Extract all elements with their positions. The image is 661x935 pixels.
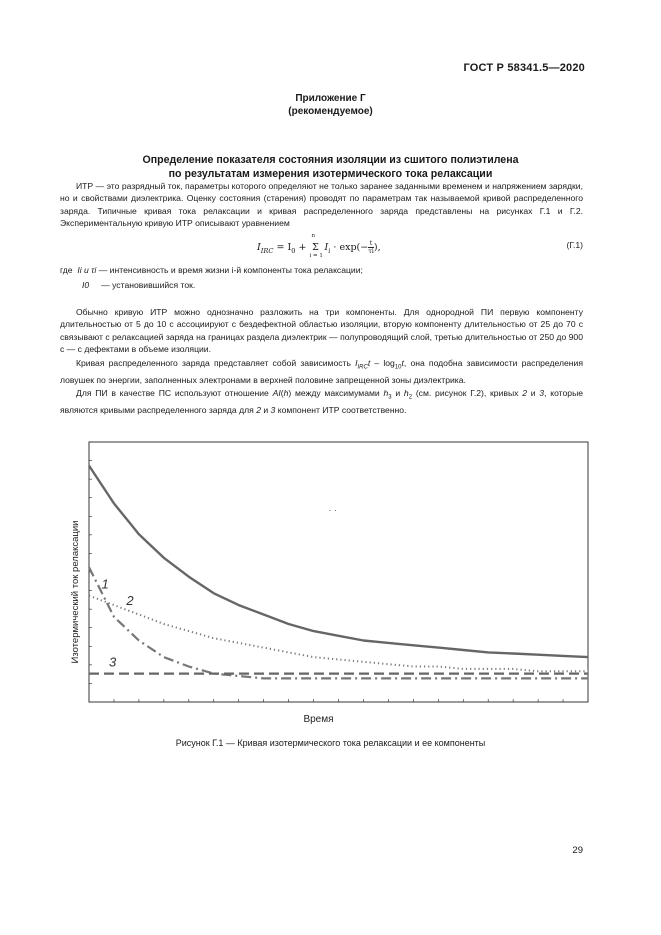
stray-mark: · ·: [328, 504, 338, 515]
p4-part-c: (см. рисунок Г.2), кривых: [412, 388, 523, 399]
page-number: 29: [572, 845, 583, 856]
p4-part-d: , которые являются кривыми распределенного заряда для: [60, 388, 584, 416]
series-line-1: [89, 567, 588, 678]
p4-part-b: между максимумами: [291, 388, 384, 399]
sum-upper: n: [311, 233, 316, 239]
y-axis-label: Изотермический ток релаксации: [70, 520, 81, 664]
definition-var-2: I0: [82, 280, 90, 291]
relaxation-chart: [60, 412, 600, 742]
formula-fraction: [368, 240, 374, 255]
sum-lower: i = 1: [309, 253, 323, 259]
definition-vars-1: Ii и τi: [77, 265, 97, 275]
fraction-numerator: t: [369, 239, 373, 247]
sum-symbol: Σ: [312, 242, 319, 253]
appendix-subtitle: (рекомендуемое): [288, 106, 373, 117]
series-line-2: [89, 596, 588, 672]
definition-text-2: — установившийся ток.: [98, 280, 196, 291]
standard-header: ГОСТ Р 58341.5—2020: [463, 62, 585, 74]
section-title-line2: по результатам измерения изотермического тока релаксации: [168, 168, 493, 180]
formula-lhs-sub: IRC: [260, 246, 274, 255]
paragraph-3: Кривая распределенного заряда представляет собой зависимость $I_{IRC}t - \log_{10}t$, она подобна зависимости распределения ловушек по энергии, заполненных электронами в верхней половине запрещенной зоны диэлектрика.: [60, 357, 583, 385]
formula-exp: · exp: [330, 242, 357, 253]
sum-operator: [309, 233, 323, 259]
section-title: [0, 153, 661, 181]
p4-part-a: Для ПИ в качестве ПС используют отношение: [76, 388, 273, 399]
definition-row-2: [60, 279, 583, 291]
paragraph-4: Для ПИ в качестве ПС используют отношение AI(h) между максимумами $h_3$ и $h_2$ (см. рисунок Г.2), кривых 2 и 3, которые являются кривыми распределенного заряда для 2 и 3 компонент ИТР соответственно.: [60, 388, 584, 416]
fraction-denominator: τi: [368, 247, 374, 255]
appendix-heading: [0, 92, 661, 118]
definition-row-1: [60, 264, 583, 276]
chart-series: [89, 466, 588, 679]
curve-label-1: 1: [101, 576, 109, 592]
chart-labels: [70, 505, 337, 725]
formula-lhs: I: [257, 242, 261, 253]
plot-frame: [89, 442, 588, 702]
paragraph-intro: [60, 180, 583, 230]
formula-term: I: [324, 242, 329, 253]
where-label: где: [60, 265, 73, 275]
formula-rhs-start: = I: [273, 242, 292, 253]
p3-part-c: , она подобна зависимости распределения ловушек по энергии, заполненных электронами в верхней половине запрещенной зоны диэлектрика.: [60, 357, 583, 385]
curve-label-2: 2: [126, 593, 134, 609]
chart-axes: [89, 442, 588, 702]
series-line-itr: [89, 466, 588, 657]
formula-rhs-sub0: 0: [291, 246, 296, 255]
formula-block: [60, 234, 583, 262]
p3-part-b: – log: [370, 357, 395, 368]
formula-term-sub: i: [328, 246, 331, 255]
paragraph-2: Обычно кривую ИТР можно однозначно разложить на три компоненты. Для однородной ПИ первую компоненту длительностью от 5 до 10 с ассоциируют с бездефектной областью изоляции, вторую компоненту длительностью от 25 до 70 с связывают с релаксацией заряда на границах раздела диэлектрик — полупроводящий слой, третью длительностью от 250 до 900 с — с дефектами в объеме изоляции.: [60, 307, 583, 355]
definition-text-1: — интенсивность и время жизни i-й компоненты тока релаксации;: [96, 265, 363, 275]
formula-plus: +: [295, 242, 310, 253]
curve-label-3: 3: [108, 654, 117, 670]
equation-itr: $I_{IRC} = I_0$ + n Σ i = 1 $I_i \cdot \exp(-$ $\frac{t}{\tau i}$ ),: [257, 233, 381, 259]
equation-number: (Г.1): [566, 240, 583, 250]
figure-caption: Рисунок Г.1 — Кривая изотермического тока релаксации и ее компоненты: [175, 738, 486, 748]
variable-definitions: [60, 264, 583, 292]
x-axis-label: Время: [303, 714, 334, 725]
section-title-line1: Определение показателя состояния изоляции из сшитого полиэтилена: [142, 154, 519, 166]
p3-part-a: Кривая распределенного заряда представляет собой зависимость: [76, 357, 356, 368]
appendix-title: Приложение Г: [295, 93, 366, 104]
p4-part-e: компонент ИТР соответственно.: [275, 405, 407, 416]
figure-g1: [60, 412, 600, 742]
paragraph-group: [60, 306, 583, 417]
paragraph-1: ИТР — это разрядный ток, параметры которого определяют не только заранее заданными временем и напряжением зарядки, но и свойствами диэлектрика. Оценку состояния (старения) проводят по параметрам так называемой кривой распределенного заряда. Типичные кривая тока релаксации и кривая распределенного заряда представлены на рисунках Г.1 и Г.2. Экспериментальную кривую ИТР описывают уравнением: [60, 181, 583, 229]
